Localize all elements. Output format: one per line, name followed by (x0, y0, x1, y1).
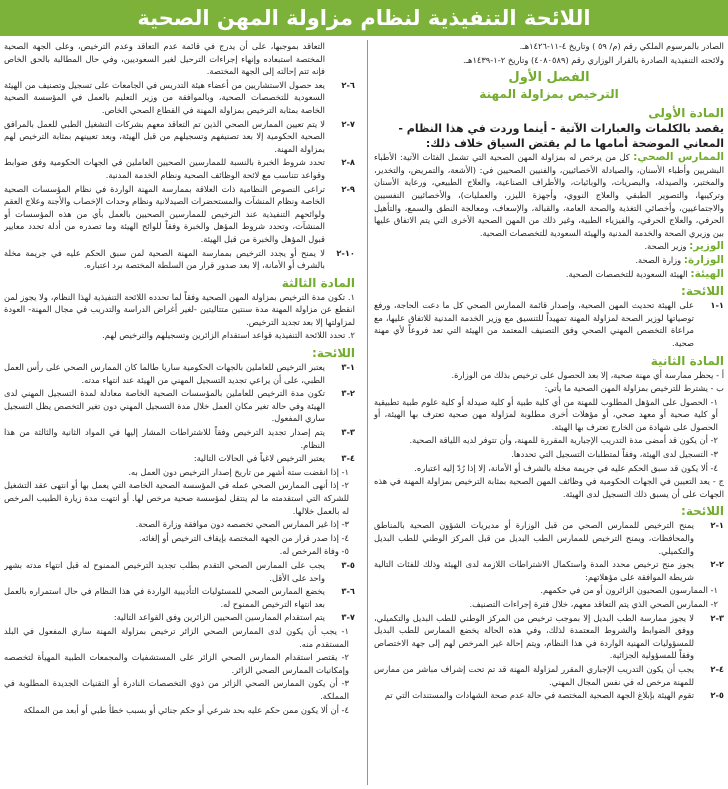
item-text: التعاقد بموجبها، على أن يدرج في قائمة عدم التعاقد وعدم الترخيص، وعلى الجهة الصحية المختصة استبعاده وإنهاء إجراءات الترحيل لغير السعوديين، وفي حال المطالبة بالحق الخاص فإنه تتم إحالته إلى الجهة المختصة. (4, 41, 325, 77)
item-number: ٧-٣ (341, 612, 355, 623)
regulation-item (4, 585, 355, 610)
item-text: يعد حصول الاستشاريين من أعضاء هيئة التدريس في الجامعات على تسجيل وتصنيف من الهيئة السعودية للتخصصات الصحية، وبالموافقة من وزير التعليم بالعمل في المؤسسة الصحية الخاصة بمثابة الترخيص بمزاولة المهنة في القطاع الصحي الخاص. (4, 79, 325, 115)
left-column (4, 40, 361, 785)
article-heading: المادة الثالثة (281, 275, 355, 290)
regulation-heading: اللائحة: (681, 504, 724, 519)
definition-item (374, 240, 724, 253)
definition-item (374, 268, 724, 281)
regulation-item (4, 247, 355, 272)
definitions-heading: يقصد بالكلمات والعبارات الآتية - أينما وردت في هذا النظام - المعاني الموضحة أمامها ما لم يقتض السياق خلاف ذلك: (398, 122, 724, 151)
item-text: يمنح الترخيص للممارس الصحي من قبل الوزارة أو مديريات الشؤون الصحية بالمناطق والمحافظات، ويمنح الترخيص للممارس الطب البديل من قبل المركز الوطني للطب البديل والتكميلي. (374, 520, 694, 556)
article-heading: المادة الثانية (650, 353, 724, 368)
regulation-subitem: ١- إذا انقضت ستة أشهر من تاريخ إصدار الترخيص دون العمل به. (128, 466, 349, 477)
regulation-heading: اللائحة: (312, 346, 355, 361)
item-number: ١-٣ (341, 362, 355, 373)
definition-text: الهيئة السعودية للتخصصات الصحية. (565, 268, 688, 279)
article-item: ٤- ألا يكون قد سبق الحكم عليه في جريمة مخلة بالشرف أو الأمانة، إلا إذا رُدّ إليه اعتباره. (414, 462, 718, 473)
definition-item (374, 254, 724, 267)
item-number: ٣-٢ (710, 612, 724, 623)
definitions-list (374, 151, 724, 280)
item-text: يعتبر الترخيص لاغياً في الحالات التالية: (193, 453, 325, 464)
regulation-item (4, 79, 355, 117)
item-text: تحدد شروط الخبرة بالنسبة للممارسين الصحيين العاملين في الجهات الحكومية وفق ضوابط وقواعد تتناسب مع لائحة الوظائف الصحية ونظام الخدمة المدنية. (4, 157, 325, 180)
item-number: ١-١ (710, 300, 724, 311)
item-text: يتم استقدام الممارسين الصحيين الزائرين وفق القواعد التالية: (113, 612, 325, 623)
item-text: تقوم الهيئة بإبلاغ الجهة الصحية المختصة في حالة عدم صحة الشهادات والمستندات التي تم (384, 690, 694, 701)
regulation-item (374, 612, 724, 662)
regulation-subitem: ٤- أن ألا يكون ممن حكم عليه بحد شرعي أو حكم جنائي أو بسبب خطأ طبي أو أبعد من المملكة (23, 704, 349, 715)
item-text: يجب أن يكون التدريب الإجباري المقرر لمزاولة المهنة قد تم تحت إشراف مباشر من ممارس للمهنة مرخص له في نفس المجال المهني. (374, 663, 694, 687)
regulation-item (4, 156, 355, 181)
regulation-subitem: ٣- أن يكون الممارس الصحي الزائر من ذوي التخصصات النادرة أو التقنيات الجديدة المطلوبة في المملكة. (4, 678, 349, 701)
regulation-item (374, 558, 724, 583)
right-column (367, 40, 724, 785)
item-text: لا يجوز ممارسة الطب البديل إلا بموجب ترخيص من المركز الوطني للطب البديل والتكميلي، ووفق الضوابط والشروط المعتمدة لذلك، وفي هذه الحالة يخضع الممارس للطب البديل للمسؤوليات المهنية الواردة في هذا النظام، ويتم إحالة غير المرخص لهم إلى جهة الاختصاص وفقاً للمسؤولية الجزائية. (374, 612, 694, 661)
item-number: ٦-٣ (341, 586, 355, 597)
chapter-heading: الفصل الأول (508, 70, 590, 86)
article-item: ١- الحصول على المؤهل المطلوب للمهنة من أي كلية طبية أو كلية صيدلة أو كلية علوم طبية تطبيقية أو كلية صحية أو معهد صحي، أو مؤهلات أخرى مطلوبة لمزاولة مهن صحية تعترف بها الهيئة، أو الحصول على شهادة من الخارج تعترف بها الهيئة. (374, 396, 718, 432)
item-number: ١-٢ (710, 520, 724, 531)
definition-term: الوزارة: (683, 253, 724, 266)
regulation-subitem: ٣- إذا غير الممارس الصحي تخصصه دون موافقة وزارة الصحة. (135, 519, 349, 530)
definition-text: وزير الصحة. (644, 241, 687, 252)
item-number: ٣-٣ (341, 427, 355, 438)
regulation-item (4, 611, 355, 624)
regulation-item (4, 426, 355, 451)
intro-line: الصادر بالمرسوم الملكي رقم (م/ ٥٩ ) وتاريخ ٤-١١-١٤٢٦هـ. (519, 41, 724, 51)
item-number: ٥-٣ (341, 559, 355, 570)
article-heading: المادة الأولى (648, 106, 724, 121)
regulation-subitem: ١- الممارسون الصحيون الزائرون أو من في حكمهم. (540, 585, 718, 596)
regulation-item (4, 118, 355, 156)
intro-line: ولائحته التنفيذية الصادرة بالقرار الوزاري رقم (٤٠٨٠٥٨٩) وتاريخ ٢-١-١٤٣٩هـ. (462, 54, 724, 65)
item-number: ٩-٢ (341, 183, 355, 194)
article-item: ٢- أن يكون قد أمضى مدة التدريب الإجبارية المقررة للمهنة، وأن تتوفر لديه اللياقة الصحية. (409, 435, 718, 446)
item-number: ٨-٢ (341, 157, 355, 168)
regulation-subitem: ٢- إذا أنهى الممارس الصحي عمله في المؤسسة الصحية الخاصة التي يعمل بها أو انتهى عقد التشغيل للشركة التي استقدمته ما لم ينتقل لمؤسسة صحية مرخص لها. أو انتهت مدة زيارة الطبيب المرخص له بالعمل خلالها. (4, 480, 349, 516)
regulation-item (4, 559, 355, 584)
regulation-item (374, 519, 724, 557)
definition-text: وزارة الصحة. (635, 254, 682, 265)
item-text: لا يتم تعيين الممارس الصحي الذين تم التعاقد معهم بشركات التشغيل الطبي للعمل بالمرافق الصحية الحكومية إلا بعد تصنيفهم وتسجيلهم من قبل الهيئة، وبعد تعيينهم بمثابة الترخيص لهم بمزاولة المهنة. (4, 118, 325, 154)
regulation-item (374, 689, 724, 702)
item-number: ٦-٢ (341, 79, 355, 90)
regulation-item (374, 663, 724, 688)
definition-term: الوزير: (689, 240, 724, 253)
regulation-subitem: ٤- إذا صدر قرار من الجهة المختصة بإيقاف الترخيص أو إلغائه. (138, 532, 349, 543)
regulation-item (4, 387, 355, 425)
item-number: ٥-٢ (710, 690, 724, 701)
regulation-item (4, 452, 355, 465)
item-text: يعتبر الترخيص للعاملين بالجهات الحكومية ساريا طالما كان الممارس الصحي على رأس العمل الطبي، على أن يراعي تجديد التسجيل المهني من الهيئة عند انتهاء مدته. (4, 362, 325, 385)
page-title: اللائحة التنفيذية لنظام مزاولة المهن الصحية (137, 6, 591, 30)
article-item: ب - يشترط للترخيص بمزاولة المهن الصحية ما يأتي: (544, 383, 724, 394)
regulation-item (4, 183, 355, 246)
article-item: ٢. تحدد اللائحة التنفيذية قواعد استقدام الزائرين وتسجيلهم والترخيص لهم. (102, 330, 355, 341)
item-number: ٤-٢ (710, 663, 724, 674)
definition-term: الممارس الصحي: (633, 151, 724, 164)
chapter-title: الترخيص بمزاولة المهنة (479, 87, 619, 102)
item-text: على الهيئة تحديث المهن الصحية، وإصدار قائمة الممارس الصحي كل ما دعت الحاجة، ورفع توصياتها لوزير الصحة لمزاولة المهنة تمهيداً للتنسيق مع وزير الخدمة المدنية للاتفاق عليها، مع مراعاة التخصص المهني الصحي وفق التصنيف المعتمد من الهيئة التي تعد فروعاً لأي مهنة صحية. (374, 300, 694, 348)
regulation-item (374, 299, 724, 349)
columns (4, 40, 724, 785)
article-item: ج - يعد التعيين في الجهات الحكومية في وظائف المهن الصحية بمثابة الترخيص بمزاولة المهنة في هذه الجهات على أن يسبق ذلك التسجيل لدى الهيئة. (374, 476, 724, 499)
item-text: يجب على الممارس الصحي التقدم بطلب تجديد الترخيص الممنوح له قبل انتهاء مدته بشهر واحد على الأقل. (4, 559, 325, 583)
regulation-heading: اللائحة: (681, 284, 724, 299)
regulation-item (4, 361, 355, 386)
regulation-subitem: ٢- يقتصر استقدام الممارس الصحي الزائر على المستشفيات والمجمعات الطبية المهيأة لتخصصه وإمكانيات الممارس الصحي الزائر. (4, 652, 349, 675)
definition-term: الهيئة: (690, 267, 724, 280)
item-text: يتم إصدار تجديد الترخيص وفقاً للاشتراطات المشار إليها في المواد الثانية والثالثة من هذا النظام. (4, 427, 325, 450)
item-number: ٤-٣ (341, 453, 355, 464)
definition-text: كل من يرخص له بمزاولة المهن الصحية التي تشمل الفئات الآتية: الأطباء البشريين وأطباء الأسنان، والصيادلة الأخصائيين، والفنيين الصحيين في: (الأشعة، والتمريض، والتخدير، والمختبر، والصيدلة، والبصريات، والوبائيات، والأطراف الصناعية، والعلاج الطبيعي، ورعاية الأسنان وتركيبها، والتصوير الطبقي والعلاج النووي، وأجهزة الليزر، والعمليات)، والأخصائيين النفسيين والاجتماعيين، وأخصائي التغذية والصحة العامة، والقبالة، والإسعاف، ومعالجة النطق والسمع، والتأهيل الحرفي، والعلاج الحرفي، والفيزياء الطبية، وغير ذلك من المهن الصحية الأخرى التي يتم الاتفاق عليها بين وزيري الصحة والخدمة المدنية والهيئة السعودية للتخصصات الصحية. (374, 152, 724, 238)
article-item: ٣- التسجيل لدى الهيئة، وفقاً لمتطلبات التسجيل التي تحددها. (511, 449, 718, 460)
article-item: أ - يحظر ممارسة أي مهنة صحية، إلا بعد الحصول على ترخيص بذلك من الوزارة. (451, 369, 724, 380)
definition-item (374, 151, 724, 239)
item-number: ٢-٢ (710, 559, 724, 570)
regulation-subitem: ١- يجب أن يكون لدى الممارس الصحي الزائر ترخيص بمزاولة المهنة ساري المفعول في البلد المستقدم منه. (4, 625, 349, 649)
item-number: ١٠-٢ (336, 247, 355, 258)
item-number (325, 40, 355, 78)
item-text: تراعى النصوص النظامية ذات العلاقة بممارسة المهنة الواردة في نظام المؤسسات الصحية الخاصة ونظام المنشآت والمستحضرات الصيدلانية ونظام وحدات الإخصاب والأجنة وعلاج العقم ولوائحهم التنفيذية عند الترخيص للممارسين الصحيين بالعمل بأي من هذه المؤسسات أو المنشآت، وتحدد شروط المؤهل والخبرة وفقاً للوائح الهيئة وما تصدره من أدلة تحدد معايير قبول المؤهل والخبرة من قبل الهيئة. (4, 183, 325, 244)
article-item: ١. تكون مدة الترخيص بمزاولة المهن الصحية وفقاً لما تحدده اللائحة التنفيذية لهذا النظام، ولا يجوز لمن انقطع عن مزاولة المهنة مدة سنتين متتاليتين -لغير أغراض الدراسة والتدريب في مجال المهنة- العودة لمزاولتها إلا بعد تجديد الترخيص. (4, 291, 355, 327)
title-banner (0, 0, 728, 36)
item-text: لا يمنح أو يجدد الترخيص بممارسة المهنة الصحية لمن سبق الحكم عليه في جريمة مخلة بالشرف أو الأمانة، إلا بعد صدور قرار من السلطة المختصة برد اعتباره. (4, 247, 325, 271)
item-text: يخضع الممارس الصحي للمسئوليات التأديبية الواردة في هذا النظام في حال استمراره بالعمل بعد انتهاء الترخيص الممنوح له. (4, 586, 325, 609)
regulation-item (4, 40, 355, 78)
regulation-subitem: ٥- وفاة المرخص له. (279, 546, 349, 557)
regulation-subitem: ٢- الممارس الصحي الذي يتم التعاقد معهم، خلال فترة إجراءات التصنيف. (469, 599, 718, 609)
item-text: يجوز منح ترخيص محدد المدة واستكمال الاشتراطات اللازمة لدى الهيئة وذلك للفئات التالية شريطة الموافقة على مؤهلاتهم: (374, 559, 694, 582)
item-number: ٧-٢ (341, 118, 355, 129)
item-number: ٢-٣ (341, 388, 355, 399)
item-text: تكون مدة الترخيص للعاملين بالمؤسسات الصحية الخاصة معادلة لمدة التسجيل المهني لدى الهيئة وفي حالة تغير مكان العمل خلال مدة التسجيل المهني دون تغير التخصص يظل التسجيل ساري المفعول. (4, 388, 325, 424)
